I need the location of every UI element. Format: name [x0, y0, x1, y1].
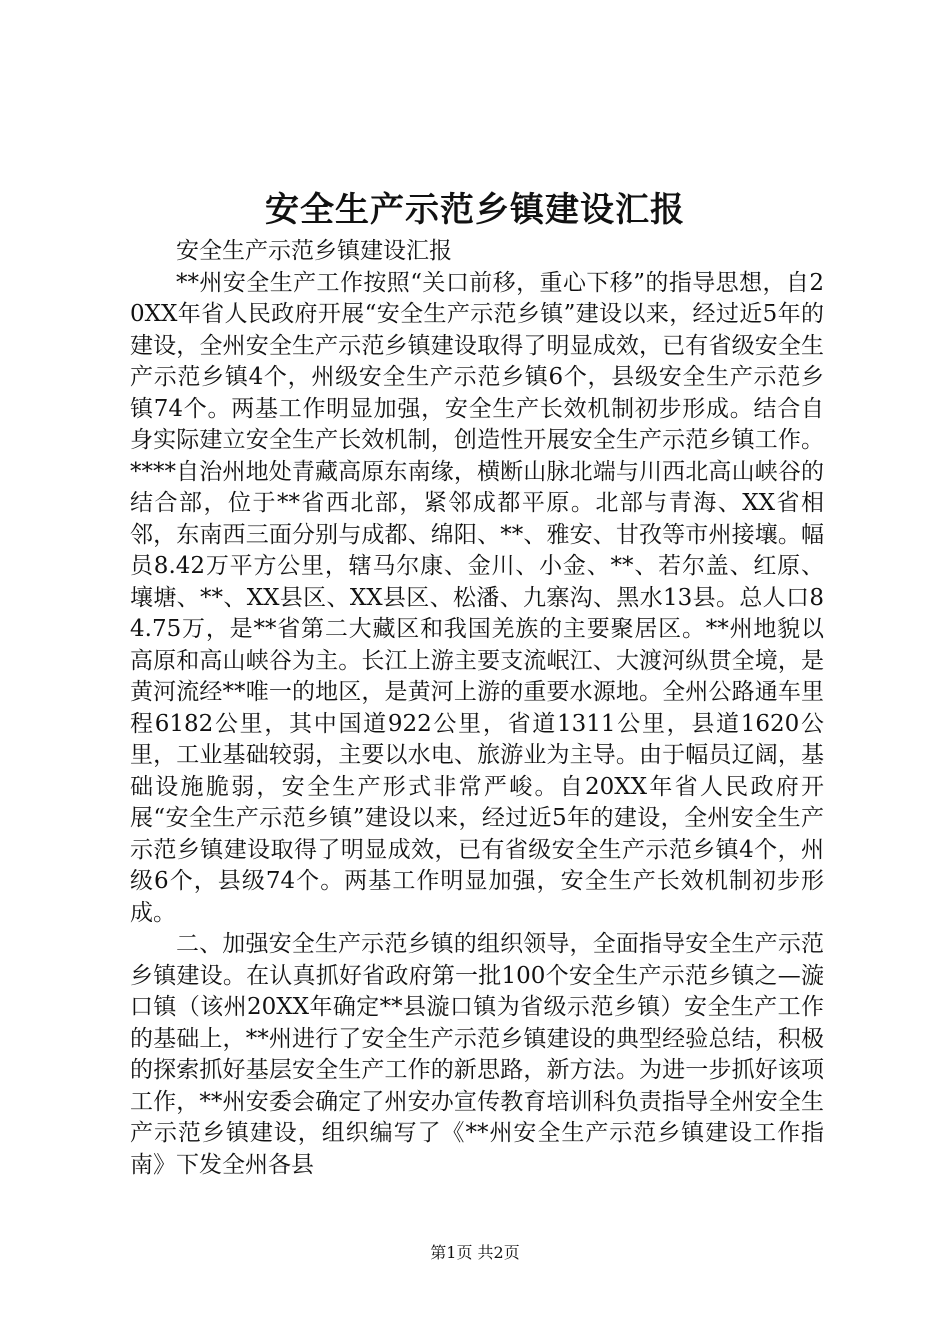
- page-footer: 第1页 共2页: [430, 1243, 520, 1262]
- paragraph-section-two: 二、加强安全生产示范乡镇的组织领导，全面指导安全生产示范乡镇建设。在认真抓好省政府第一批100个安全生产示范乡镇之—漩口镇（该州20XX年确定**县漩口镇为省级示范乡镇）安全生产工作的基础上，**州进行了安全生产示范乡镇建设的典型经验总结，积极的探索抓好基层安全生产工作的新思路，新方法。为进一步抓好该项工作，**州安委会确定了州安办宣传教育培训科负责指导全州安全生产示范乡镇建设，组织编写了《**州安全生产示范乡镇建设工作指南》下发全州各县: [130, 931, 824, 1178]
- paragraph-overview: **州安全生产工作按照“关口前移，重心下移”的指导思想，自20XX年省人民政府开展“安全生产示范乡镇”建设以来，经过近5年的建设，全州安全生产示范乡镇建设取得了明显成效，已有省级安全生产示范乡镇4个，州级安全生产示范乡镇6个，县级安全生产示范乡镇74个。两基工作明显加强，安全生产长效机制初步形成。结合自身实际建立安全生产长效机制，创造性开展安全生产示范乡镇工作。****自治州地处青藏高原东南缘，横断山脉北端与川西北高山峡谷的结合部，位于**省西北部，紧邻成都平原。北部与青海、XX省相邻，东南西三面分别与成都、绵阳、**、雅安、甘孜等市州接壤。幅员8.42万平方公里，辖马尔康、金川、小金、**、若尔盖、红原、壤塘、**、XX县区、XX县区、松潘、九寨沟、黑水13县。总人口84.75万，是**省第二大藏区和我国羌族的主要聚居区。**州地貌以高原和高山峡谷为主。长江上游主要支流岷江、大渡河纵贯全境，是黄河流经**唯一的地区，是黄河上游的重要水源地。全州公路通车里程6182公里，其中国道922公里，省道1311公里，县道1620公里，工业基础较弱，主要以水电、旅游业为主导。由于幅员辽阔，基础设施脆弱，安全生产形式非常严峻。自20XX年省人民政府开展“安全生产示范乡镇”建设以来，经过近5年的建设，全州安全生产示范乡镇建设取得了明显成效，已有省级安全生产示范乡镇4个，州级6个，县级74个。两基工作明显加强，安全生产长效机制初步形成。: [130, 269, 824, 926]
- paragraph-subtitle: 安全生产示范乡镇建设汇报: [176, 238, 452, 264]
- document-title: 安全生产示范乡镇建设汇报: [265, 190, 685, 230]
- document-body: [130, 236, 824, 1181]
